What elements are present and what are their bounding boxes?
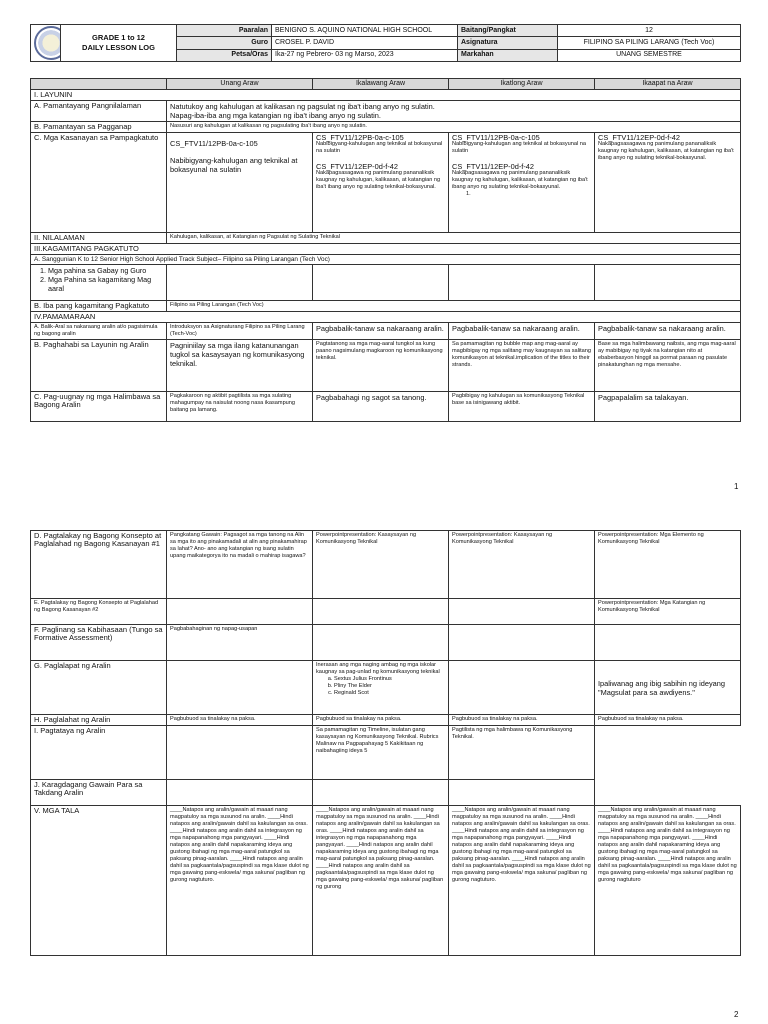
pagtataya-label: I. Pagtataya ng Aralin: [31, 726, 167, 780]
pagtalakay-2-day-4: Powerpointpresentation: Mga Katangian ng Komunikasyong Teknikal: [595, 599, 741, 625]
paghahabi-label: B. Paghahabi sa Layunin ng Aralin: [31, 340, 167, 392]
pamantayan-pagganap-text: Nasusuri ang kahulugan at kalikasan ng pagsulating iba't ibang anyo ng sulatin.: [167, 122, 741, 133]
mga-tala-label: V. MGA TALA: [31, 806, 167, 956]
kasanayan-day-3-code: CS_FTV11/12PB-0a-c-105: [452, 133, 540, 142]
petsa-label: Petsa/Oras: [177, 49, 272, 61]
guro-label: Guro: [177, 37, 272, 49]
karagdagang-gawain-day-2: [313, 780, 449, 806]
pagtalakay-2-day-2: [313, 599, 449, 625]
mga-tala-day-2: ____Natapos ang aralin/gawain at maaari nang magpatuloy sa mga susunod na aralin. ____Hindi natapos ang aralin/gawain dahil sa kakulangan sa oras. ____Hindi natapos ang aralin dahil sa integrasyon ng mga napapanahong mga pangyayari. ____Hindi natapos ang aralin dahil napakaraming ideya ang gustong ibahagi ng mga mag-aaral patungkol sa paksang pinag-aaralan. ____Hindi natapos ang aralin dahil sa pagkaantala/pagsuspindi sa mga klase dulot ng mga gawaing pang-eskwela/ mga sakuna/ pagliban ng gurong: [313, 806, 449, 956]
karagdagang-gawain-day-4: [595, 780, 741, 806]
sanggunian-text: A. Sanggunian K to 12 Senior High School Applied Track Subject– Filipino sa Piling Larangan (Tech Voc): [31, 255, 741, 265]
balik-aral-day-1: Introduksyon sa Asignaturang Filipino sa Piling Larang (Tech-Voc): [167, 323, 313, 340]
baitang-label: Baitang/Pangkat: [458, 25, 558, 37]
paglalapat-day-2: [313, 661, 449, 715]
iskolar-item-b: b. Pliny The Elder: [334, 683, 445, 690]
kasanayan-day-3-code2: CS_FTV11/12EP-0d-f-42: [452, 162, 535, 171]
kasanayan-day-4-code: CS_FTV11/12EP-0d-f-42: [598, 133, 681, 142]
kagamitan-heading: III.KAGAMITANG PAGKATUTO: [31, 244, 741, 255]
paghahabi-day-4: Base sa mga halimbawang naibsis, ang mga mag-aaral ay mabibigay ng tiyak na katangian nito at ebaberbasyon hinggil sa pormat paraan ng pasulate pinakatunghan ng mga mensahe.: [595, 340, 741, 392]
kasanayan-day-2-code: CS_FTV11/12PB-0a-c-105: [316, 133, 404, 142]
header-table: [30, 24, 741, 62]
mga-tala-day-1: ____Natapos ang aralin/gawain at maaari nang magpatuloy sa mga susunod na aralin. ____Hindi natapos ang aralin/gawain dahil sa kakulangan sa oras. ____Hindi natapos ang aralin dahil sa integrasyon ng mga napapanahong mga pangyayari. ____Hindi natapos ang aralin dahil napakaraming ideya ang gustong ibahagi ng mga mag-aaral patungkol sa paksang pinag-aaralan. ____Hindi natapos ang aralin dahil sa pagkaantala/pagsuspindi sa mga klase dulot ng mga gawaing pang-eskwela/ mga sakuna/ pagliban ng gurong nagtuturo.: [167, 806, 313, 956]
pag-uugnay-day-3: Pagbibigay ng kahulugan sa komunikasyong Teknikal base sa isinigawang aktibit.: [449, 392, 595, 422]
karagdagang-gawain-day-1: [167, 780, 313, 806]
kasanayan-day-2-text: Nabibigyang-kahulugan ang teknikal at bokasyunal na sulatin: [316, 141, 443, 154]
gabay-item-1: 1. Mga pahina sa Gabay ng Guro: [48, 266, 163, 275]
paghahabi-day-3: Sa pamamagitan ng bubble map ang mag-aaral ay magbibigay ng mga salitang may kaugnayan sa salitang komunikasyon at teknikal.implication of the titles to their strands.: [449, 340, 595, 392]
mga-tala-day-4: ____Natapos ang aralin/gawain at maaari nang magpatuloy sa mga susunod na aralin. ____Hindi natapos ang aralin/gawain dahil sa kakulangan sa oras. ____Hindi natapos ang aralin dahil sa integrasyon ng mga napapanahong mga pangyayari. ____Hindi natapos ang aralin dahil napakaraming ideya ang gustong ibahagi ng mga mag-aaral patungkol sa paksang pinag-aaralan. ____Hindi natapos ang aralin dahil sa pagkaantala/pagsuspindi sa mga klase dulot ng mga gawaing pang-eskwela/ mga sakuna/ pagliban ng gurong nagtuturo: [595, 806, 741, 956]
day-3-header: Ikatlong Araw: [449, 79, 595, 90]
pagtataya-day-2: Sa pamamagitan ng Timeline, isulatan gang kasaysayan ng Komunikasyong Teknikal. Rubrics Malinaw na Pagpapahayag 5 Kakikitaan ng naibahagiing ideya 5: [313, 726, 449, 780]
deped-logo-cell: [31, 25, 61, 62]
karagdagang-gawain-day-3: [449, 780, 595, 806]
header-title: [61, 25, 177, 62]
gabay-item-2: 2. Mga Pahina sa kagamitang Mag aaral: [48, 275, 163, 293]
gabay-day-2: [313, 265, 449, 301]
paglalahat-label: H. Paglalahat ng Aralin: [31, 715, 167, 726]
pag-uugnay-day-2: Pagbabahagi ng sagot sa tanong.: [313, 392, 449, 422]
gabay-list: [34, 266, 163, 293]
day-1-header: Unang Araw: [167, 79, 313, 90]
kasanayan-label: C. Mga Kasanayan sa Pampagkatuto: [31, 133, 167, 233]
balik-aral-day-2: Pagbabalik-tanaw sa nakaraang aralin.: [313, 323, 449, 340]
balik-aral-day-4: Pagbabalik-tanaw sa nakaraang aralin.: [595, 323, 741, 340]
pagtalakay-2-day-1: [167, 599, 313, 625]
pamantayan-pagganap-label: B. Pamantayan sa Pagganap: [31, 122, 167, 133]
log-label: DAILY LESSON LOG: [82, 43, 155, 52]
day-4-header: Ikaapat na Araw: [595, 79, 741, 90]
kasanayan-day-2: [313, 133, 449, 233]
paghahabi-day-2: Pagtatanong sa mga mag-aaral tungkol sa kung paano nagsimulang magkaroon ng komunikasyong teknikal.: [313, 340, 449, 392]
pamamaraan-heading: IV.PAMAMARAAN: [31, 312, 741, 323]
page-number-2: 2: [734, 1010, 739, 1019]
kasanayan-day-3-item: 1.: [466, 191, 471, 197]
paglalahat-day-4: Pagbubuod sa tinalakay na paksa.: [595, 715, 741, 726]
paglalapat-day-1: [167, 661, 313, 715]
pagtalakay-1-day-3: Powerpointpresentation: Kasaysayan ng Komunikasyong Teknikal: [449, 531, 595, 599]
kasanayan-day-1: [167, 133, 313, 233]
baitang-value: 12: [558, 25, 741, 37]
markahan-value: UNANG SEMESTRE: [558, 49, 741, 61]
pamantayang-pangnilalaman-label: A. Pamantayang Pangnilalaman: [31, 101, 167, 122]
kasanayan-day-4: [595, 133, 741, 233]
paglinang-label: F. Paglinang sa Kabihasaan (Tungo sa Formative Assessment): [31, 625, 167, 661]
paglalahat-day-2: Pagbubuod sa tinalakay na paksa.: [313, 715, 449, 726]
pangnilalaman-line-2: Napag-iba-iba ang mga katangian ng iba't ibang anyo ng sulatin.: [170, 111, 381, 120]
iskolar-item-a: a. Sextus Julius Frontinus: [334, 676, 445, 683]
paglinang-day-3: [449, 625, 595, 661]
pamantayang-pangnilalaman-text: [167, 101, 741, 122]
paglalapat-label: G. Paglalapat ng Aralin: [31, 661, 167, 715]
asignatura-label: Asignatura: [458, 37, 558, 49]
asignatura-value: FILIPINO SA PILING LARANG (Tech Voc): [558, 37, 741, 49]
iskolar-item-c: c. Reginald Scot: [334, 690, 445, 697]
day-2-header: Ikalawang Araw: [313, 79, 449, 90]
layunin-heading: I. LAYUNIN: [31, 90, 741, 101]
pagtataya-day-3: Pagtilista ng mga halimbawa ng Komunikasyong Teknikal.: [449, 726, 595, 780]
kasanayan-day-1-text: Nabibigyang-kahulugan ang teknikal at bokasyunal na sulatin: [170, 156, 298, 174]
guro-value: CROSEL P. DAVID: [272, 37, 458, 49]
paglalahat-day-1: Pagbubuod sa tinalakay na paksa.: [167, 715, 313, 726]
paglalapat-day-3: [449, 661, 595, 715]
pagtalakay-2-day-3: [449, 599, 595, 625]
corner-cell: [31, 79, 167, 90]
balik-aral-day-3: Pagbabalik-tanaw sa nakaraang aralin.: [449, 323, 595, 340]
paglalahat-day-3: Pagbubuod sa tinalakay na paksa.: [449, 715, 595, 726]
pagtalakay-1-label: D. Pagtalakay ng Bagong Konsepto at Paglalahad ng Bagong Kasanayan #1: [31, 531, 167, 599]
kasanayan-day-1-code: CS_FTV11/12PB-0a-c-105: [170, 139, 258, 148]
paghahabi-day-1: Pagniniilay sa mga ilang katanunangan tugkol sa kasaysayan ng komunikasyong teknikal.: [167, 340, 313, 392]
mga-tala-day-3: ____Natapos ang aralin/gawain at maaari nang magpatuloy sa mga susunod na aralin. ____Hindi natapos ang aralin/gawain dahil sa kakulangan sa oras. ____Hindi natapos ang aralin dahil sa integrasyon ng mga napapanahong mga pangyayari. ____Hindi natapos ang aralin dahil napakaraming ideya ang gustong ibahagi ng mga mag-aaral patungkol sa paksang pinag-aaralan. ____Hindi natapos ang aralin dahil sa pagkaantala/pagsuspindi sa mga klase dulot ng mga gawaing pang-eskwela/ mga sakuna/ pagliban ng gurong nagtuturo.: [449, 806, 595, 956]
pagtalakay-1-day-4: Powerpointpresentation: Mga Elemento ng Komunikasyong Teknikal: [595, 531, 741, 599]
page-two: [30, 530, 740, 956]
gabay-day-3: [449, 265, 595, 301]
gabay-day-4: [595, 265, 741, 301]
kasanayan-day-3: [449, 133, 595, 233]
paglinang-day-4: [595, 625, 741, 661]
pagtataya-day-1: [167, 726, 313, 780]
paaralan-label: Paaralan: [177, 25, 272, 37]
kasanayan-day-3-text2: Nakapagsasagawa ng panimulang pananaliksik kaugnay ng kahulugan, kalikasan, at katangian ng iba't ibang anyo ng sulating teknikal-bokasyunal.: [452, 170, 588, 190]
pag-uugnay-day-4: Pagpapalalim sa talakayan.: [595, 392, 741, 422]
paglinang-day-2: [313, 625, 449, 661]
paglinang-day-1: Pagbabahaginan ng napag-usapan: [167, 625, 313, 661]
paglalapat-day-4: Ipaliwanag ang ibig sabihin ng ideyang "Magsulat para sa awdiyens.": [595, 661, 741, 715]
pagtalakay-2-label: E. Pagtalakay ng Bagong Konsepto at Paglalahad ng Bagong Kasanayan #2: [31, 599, 167, 625]
pagtalakay-1-day-2: Powerpointpresentation: Kasaysayan ng Komunikasyong Teknikal: [313, 531, 449, 599]
pag-uugnay-label: C. Pag-uugnay ng mga Halimbawa sa Bagong Aralin: [31, 392, 167, 422]
nilalaman-label: II. NILALAMAN: [31, 233, 167, 244]
paaralan-value: BENIGNO S. AQUINO NATIONAL HIGH SCHOOL: [272, 25, 458, 37]
pagtataya-day-4: [595, 726, 741, 780]
karagdagang-gawain-label: J. Karagdagang Gawain Para sa Takdang Aralin: [31, 780, 167, 806]
pangnilalaman-line-1: Natutukoy ang kahulugan at kalikasan ng pagsulat ng iba't ibang anyo ng sulatin.: [170, 102, 435, 111]
pagtalakay-1-day-1: Pangkatang Gawain: Pagsagot sa mga tanong na Alin sa mga ito ang pinakamadali at alin ang pinakamahirap sa lahat? Ano- ano ang katangian ng isang sulatin upang maikategorya ito na madali o mahirap isagawa?: [167, 531, 313, 599]
paglalapat-day-2-text: Inerasan ang mga naging ambag ng mga iskolar kaugnay sa pag-unlad ng komunikasyong teknikal: [316, 662, 440, 675]
kasanayan-day-2-code2: CS_FTV11/12EP-0d-f-42: [316, 162, 399, 171]
gabay-list-cell: [31, 265, 167, 301]
grade-label: GRADE 1 to 12: [92, 33, 145, 42]
kasanayan-day-3-text: Nabibigyang-kahulugan ang teknikal at bokasyunal na sulatin: [452, 141, 587, 154]
pag-uugnay-day-1: Pagkakaroon ng aktibit pagtilista sa mga sulating mahagumpay na naisulat noong nasa ikasampung baitang pa lamang.: [167, 392, 313, 422]
page-one: [30, 24, 740, 422]
markahan-label: Markahan: [458, 49, 558, 61]
lesson-table-page1: [30, 78, 741, 422]
gabay-day-1: [167, 265, 313, 301]
deped-seal-icon: [34, 26, 61, 60]
nilalaman-text: Kahulugan, kalikasan, at Katangian ng Pagsulat ng Sulating Teknikal: [167, 233, 741, 244]
petsa-value: Ika-27 ng Pebrero- 03 ng Marso, 2023: [272, 49, 458, 61]
kasanayan-day-2-text2: Nakapagsasagawa ng panimulang pananaliksik kaugnay ng kahulugan, kalikasan, at katangian ng iba't ibang anyo ng sulating teknikal-bokasyunal.: [316, 170, 441, 190]
iba-pang-kagamitan-label: B. Iba pang kagamitang Pagkatuto: [31, 301, 167, 312]
balik-aral-label: A. Balik-Aral sa nakaraang aralin at/o pagsisimula ng bagong aralin: [31, 323, 167, 340]
iba-pang-kagamitan-text: Filipino sa Piling Larangan (Tech Voc): [167, 301, 741, 312]
lesson-table-page2: [30, 530, 741, 956]
page-number-1: 1: [734, 482, 739, 491]
iskolar-list: [316, 676, 445, 697]
kasanayan-day-4-text: Nakapagsasagawa ng panimulang pananaliksik kaugnay ng kahulugan, kalikasan, at katangian ng iba't ibang anyo ng sulating teknikal-bokasyunal.: [598, 141, 734, 161]
